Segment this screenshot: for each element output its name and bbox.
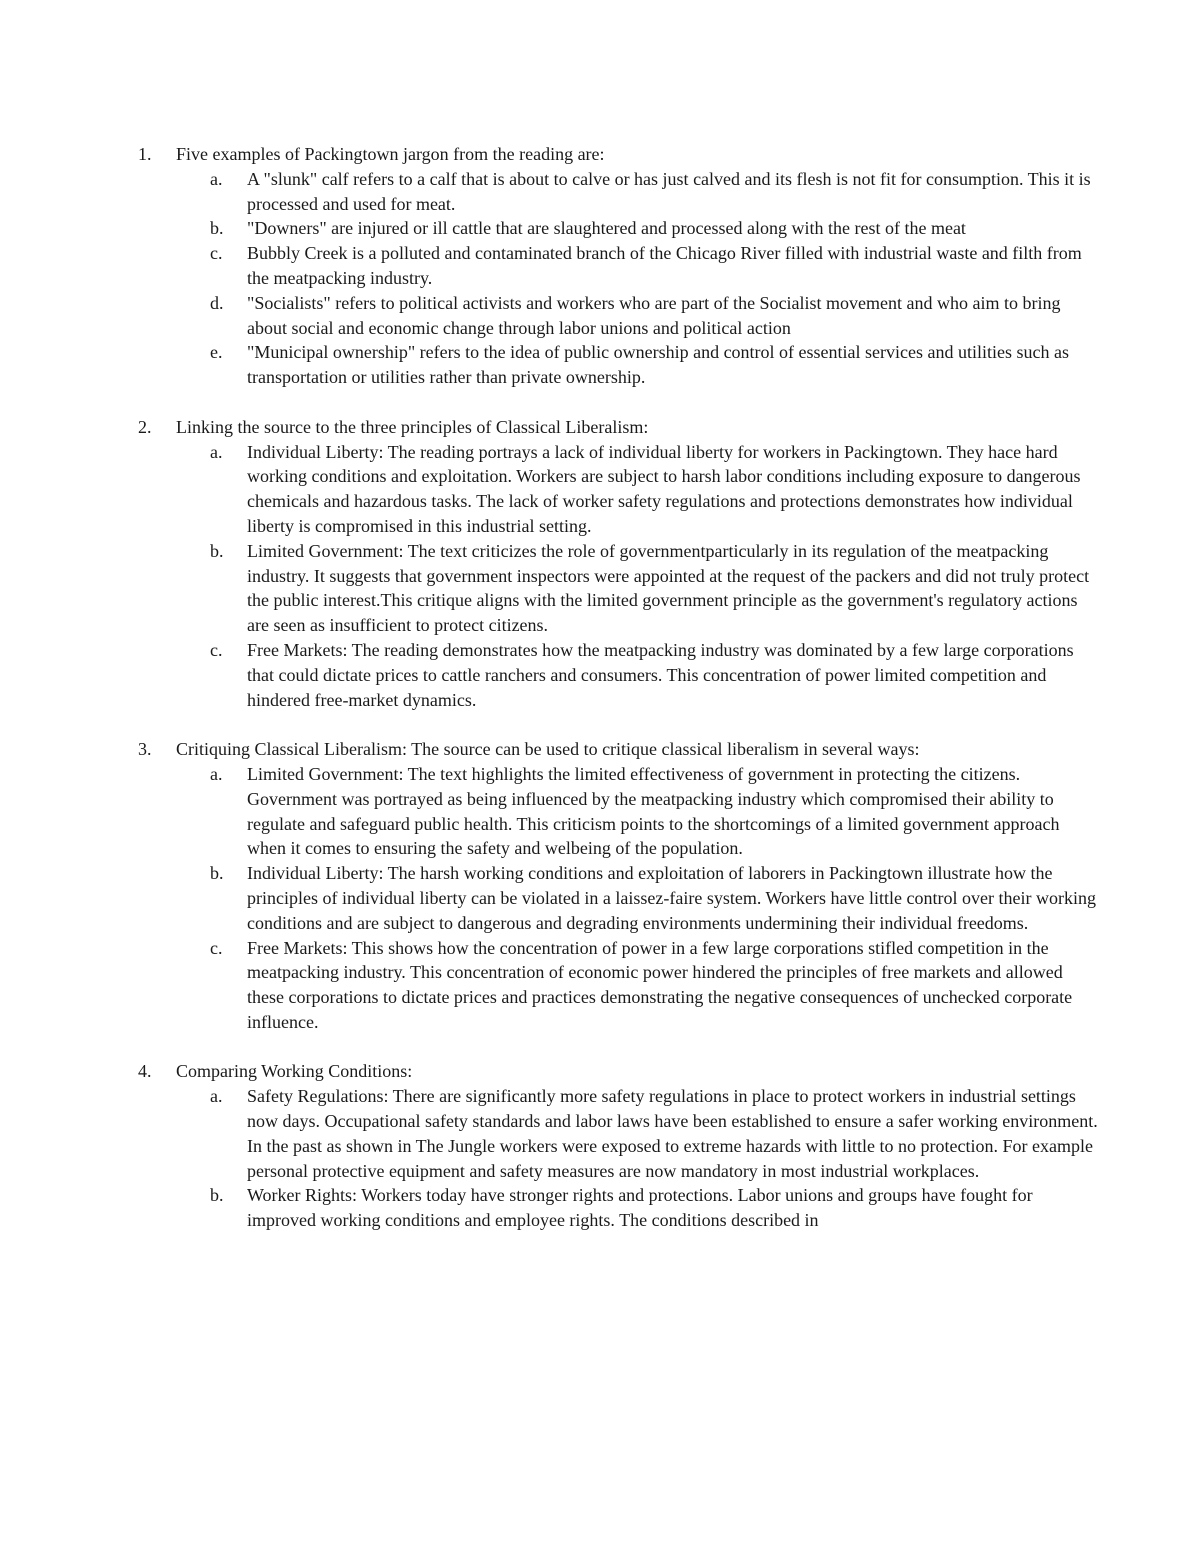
list-item: [210, 440, 1098, 539]
item-text: Limited Government: The text criticizes the role of governmentparticularly in its regulation of the meatpacking industry. It suggests that government inspectors were appointed at the request of the packers and did not truly protect the public interest.This critique aligns with the limited government principle as the government's regulatory actions are seen as insufficient to protect citizens.: [247, 540, 1090, 636]
item-letter: d.: [210, 292, 224, 313]
item-text: Limited Government: The text highlights the limited effectiveness of government in protecting the citizens. Government was portrayed as being influenced by the meatpacking industry which compromised their ability to regulate and safeguard public health. This criticism points to the shortcomings of a limited government approach when it comes to ensuring the safety and welbeing of the population.: [247, 763, 1060, 859]
sub-list: [138, 762, 1098, 1035]
section-2: [138, 415, 1098, 713]
item-text: Free Markets: The reading demonstrates how the meatpacking industry was dominated by a few large corporations that could dictate prices to cattle ranchers and consumers. This concentration of power limited competition and hindered free-market dynamics.: [247, 639, 1074, 710]
list-item: [210, 1183, 1098, 1233]
item-text: Bubbly Creek is a polluted and contaminated branch of the Chicago River filled with industrial waste and filth from the meatpacking industry.: [247, 243, 1082, 288]
item-text: Individual Liberty: The reading portrays a lack of individual liberty for workers in Packingtown. They hace hard working conditions and exploitation. Workers are subject to harsh labor conditions including exposure to dangerous chemicals and hazardous tasks. The lack of worker safety regulations and protections demonstrates how individual liberty is compromised in this industrial setting.: [247, 441, 1081, 536]
item-text: A "slunk" calf refers to a calf that is about to calve or has just calved and its flesh is not fit for consumption. This it is processed and used for meat.: [247, 168, 1091, 214]
list-item: [210, 241, 1098, 291]
item-letter: b.: [210, 540, 224, 561]
section-4: [138, 1059, 1098, 1233]
item-text: "Socialists" refers to political activists and workers who are part of the Socialist movement and who aim to bring about social and economic change through labor unions and political action: [247, 292, 1061, 338]
list-item: [210, 638, 1098, 712]
section-1: [138, 142, 1098, 390]
sub-list: [138, 167, 1098, 390]
section-number: 3.: [138, 739, 152, 760]
item-text: Individual Liberty: The harsh working conditions and exploitation of laborers in Packingtown illustrate how the principles of individual liberty can be violated in a laissez-faire system. Workers have little control over their working conditions and are subject to dangerous and degrading environments undermining their individual freedoms.: [247, 863, 1096, 933]
sub-list: [138, 1084, 1098, 1233]
item-letter: a.: [210, 441, 223, 462]
document-body: [138, 142, 1098, 1258]
section-heading-text: Five examples of Packingtown jargon from the reading are:: [176, 144, 605, 164]
section-heading: [138, 1059, 1098, 1084]
section-3: [138, 737, 1098, 1035]
item-text: "Municipal ownership" refers to the idea of public ownership and control of essential services and utilities such as transportation or utilities rather than private ownership.: [247, 342, 1069, 388]
item-text: Worker Rights: Workers today have stronger rights and protections. Labor unions and groups have fought for improved working conditions and employee rights. The conditions described in: [247, 1185, 1033, 1231]
item-letter: c.: [210, 937, 223, 958]
list-item: [210, 1084, 1098, 1183]
list-item: [210, 167, 1098, 217]
list-item: [210, 216, 1098, 241]
section-number: 2.: [138, 416, 152, 437]
list-item: [210, 291, 1098, 341]
item-letter: c.: [210, 243, 223, 264]
sub-list: [138, 440, 1098, 713]
list-item: [210, 861, 1098, 935]
section-heading-text: Critiquing Classical Liberalism: The source can be used to critique classical liberalism in several ways:: [176, 739, 920, 760]
section-heading: [138, 737, 1098, 762]
section-number: 4.: [138, 1061, 152, 1082]
item-letter: c.: [210, 639, 223, 660]
item-letter: a.: [210, 763, 223, 784]
item-text: Free Markets: This shows how the concentration of power in a few large corporations stifled competition in the meatpacking industry. This concentration of economic power hindered the principles of free markets and allowed these corporations to dictate prices and practices demonstrating the negative consequences of unchecked corporate influence.: [247, 937, 1073, 1032]
item-text: Safety Regulations: There are significantly more safety regulations in place to protect workers in industrial settings now days. Occupational safety standards and labor laws have been established to ensure a safer working environment. In the past as shown in The Jungle workers were exposed to extreme hazards with little to no protection. For example personal protective equipment and safety measures are now mandatory in most industrial workplaces.: [247, 1086, 1098, 1181]
item-text: "Downers" are injured or ill cattle that are slaughtered and processed along with the rest of the meat: [247, 218, 966, 239]
section-heading: [138, 415, 1098, 440]
list-item: [210, 936, 1098, 1035]
item-letter: b.: [210, 863, 224, 884]
list-item: [210, 539, 1098, 638]
section-number: 1.: [138, 144, 152, 164]
list-item: [210, 762, 1098, 861]
item-letter: e.: [210, 342, 223, 363]
item-letter: a.: [210, 168, 223, 189]
list-item: [210, 340, 1098, 390]
section-heading-text: Linking the source to the three principles of Classical Liberalism:: [176, 416, 649, 437]
section-heading-text: Comparing Working Conditions:: [176, 1061, 413, 1082]
item-letter: b.: [210, 218, 224, 239]
item-letter: b.: [210, 1185, 224, 1206]
item-letter: a.: [210, 1086, 223, 1107]
section-heading: [138, 142, 1098, 167]
